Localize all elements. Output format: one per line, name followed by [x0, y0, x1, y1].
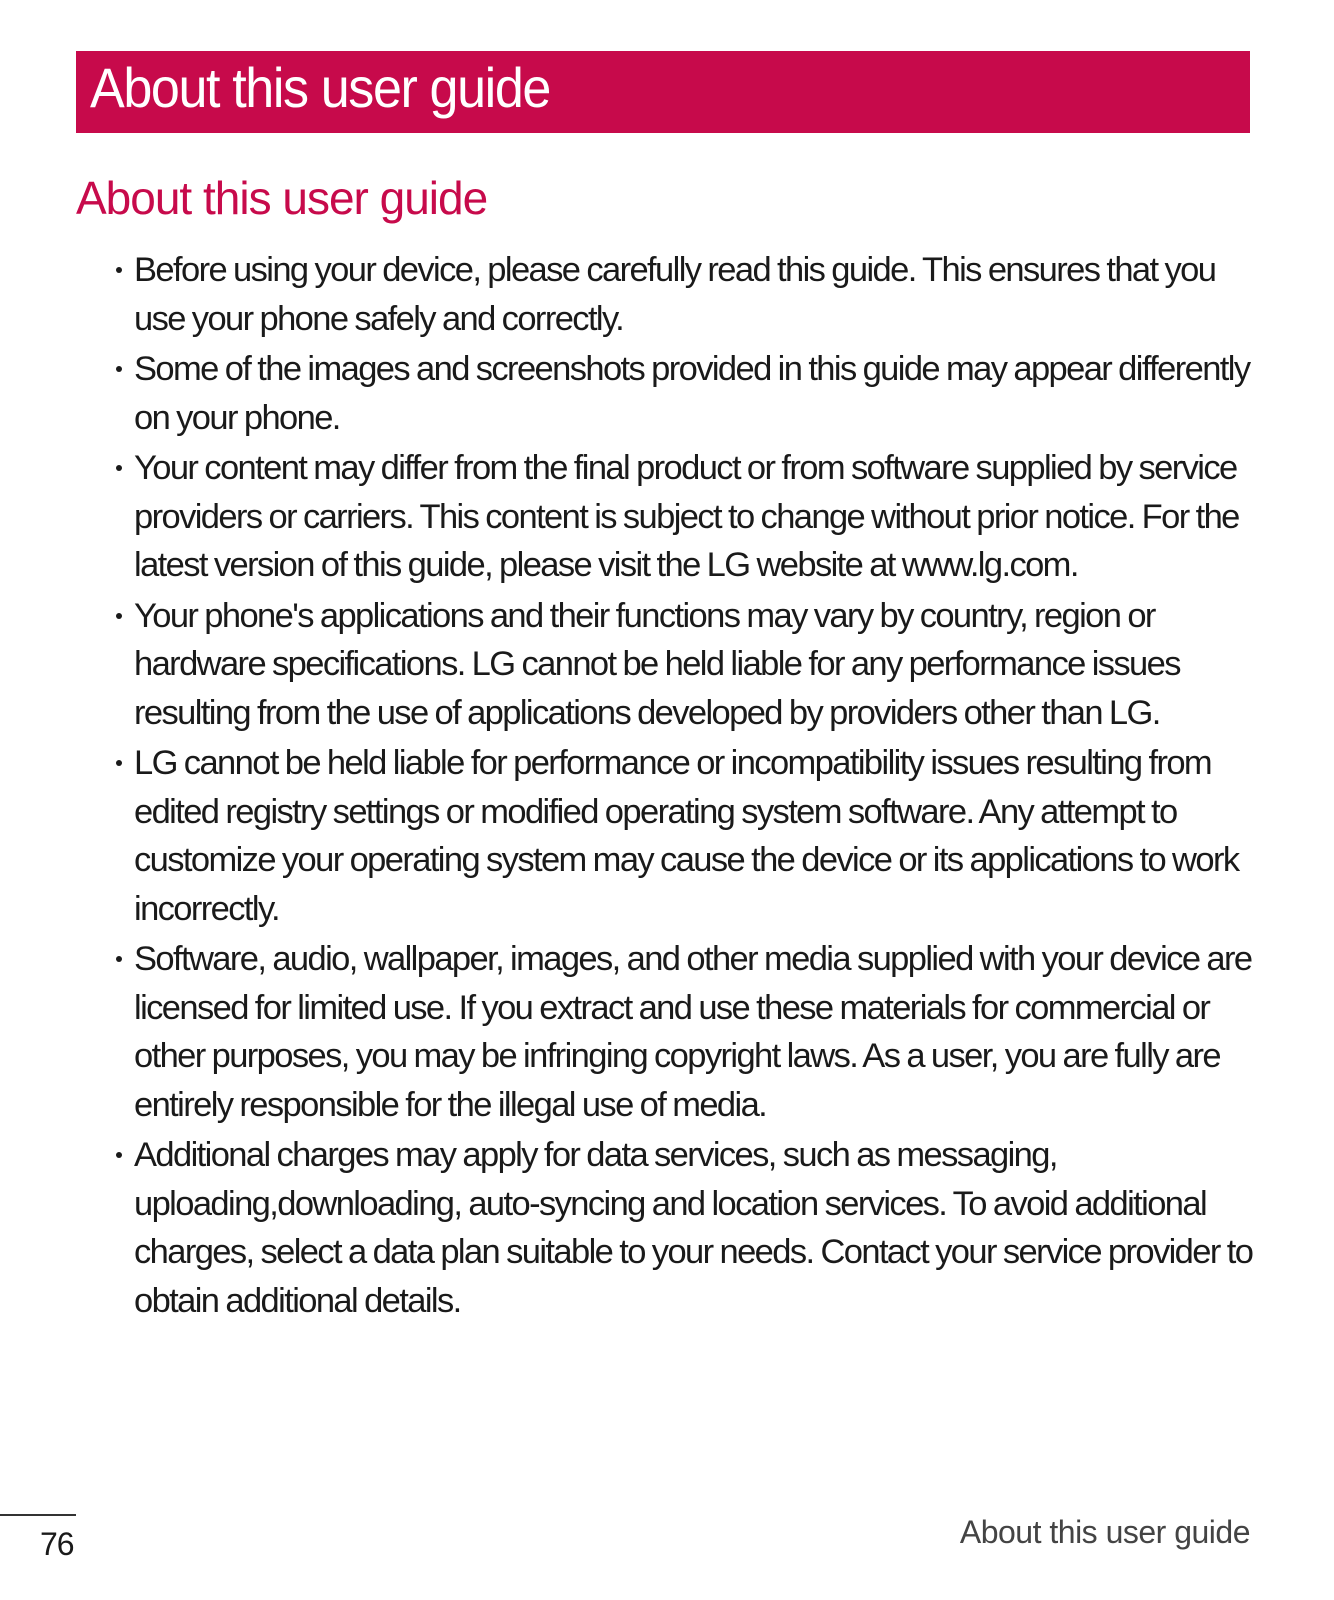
running-footer-title: About this user guide	[959, 1514, 1250, 1550]
list-item	[112, 345, 1262, 442]
list-item-text: LG cannot be held liable for performance or incompatibility issues resulting from edited registry settings or modified operating system software. Any attempt to customize your operating system may cause the device or its applications to work incorrectly.	[134, 744, 1239, 928]
list-item	[112, 935, 1262, 1129]
bullet-list	[112, 246, 1262, 1327]
list-item-text: Your content may differ from the final product or from software supplied by service providers or carriers. This content is subject to change without prior notice. For the latest version of this guide, please visit the LG website at www.lg.com.	[134, 449, 1239, 584]
bullet-icon	[116, 366, 122, 372]
bullet-icon	[116, 956, 122, 962]
bullet-icon	[116, 613, 122, 619]
list-item	[112, 739, 1262, 933]
section-heading: About this user guide	[76, 172, 488, 224]
list-item	[112, 1131, 1262, 1325]
page-number: 76	[40, 1526, 74, 1562]
list-item	[112, 246, 1262, 343]
list-item-text: Your phone's applications and their functions may vary by country, region or hardware specifications. LG cannot be held liable for any performance issues resulting from the use of applications developed by providers other than LG.	[134, 596, 1180, 732]
list-item-text: Additional charges may apply for data services, such as messaging, uploading,downloading, auto-syncing and location services. To avoid additional charges, select a data plan suitable to your needs. Contact your service provider to obtain additional details.	[134, 1136, 1253, 1320]
bullet-icon	[116, 1152, 122, 1158]
chapter-title: About this user guide	[90, 56, 551, 119]
bullet-icon	[116, 267, 122, 273]
bullet-icon	[116, 760, 122, 766]
bullet-icon	[116, 465, 122, 471]
list-item-text: Software, audio, wallpaper, images, and other media supplied with your device are licensed for limited use. If you extract and use these materials for commercial or other purposes, you may be infringing copyright laws. As a user, you are fully are entirely responsible for the illegal use of media.	[134, 940, 1252, 1124]
list-item	[112, 592, 1262, 738]
list-item	[112, 444, 1262, 590]
footer-divider	[0, 1514, 76, 1516]
list-item-text: Before using your device, please carefully read this guide. This ensures that you use your phone safely and correctly.	[134, 251, 1216, 338]
chapter-banner	[76, 51, 1250, 133]
list-item-text: Some of the images and screenshots provided in this guide may appear differently on your phone.	[134, 350, 1250, 437]
